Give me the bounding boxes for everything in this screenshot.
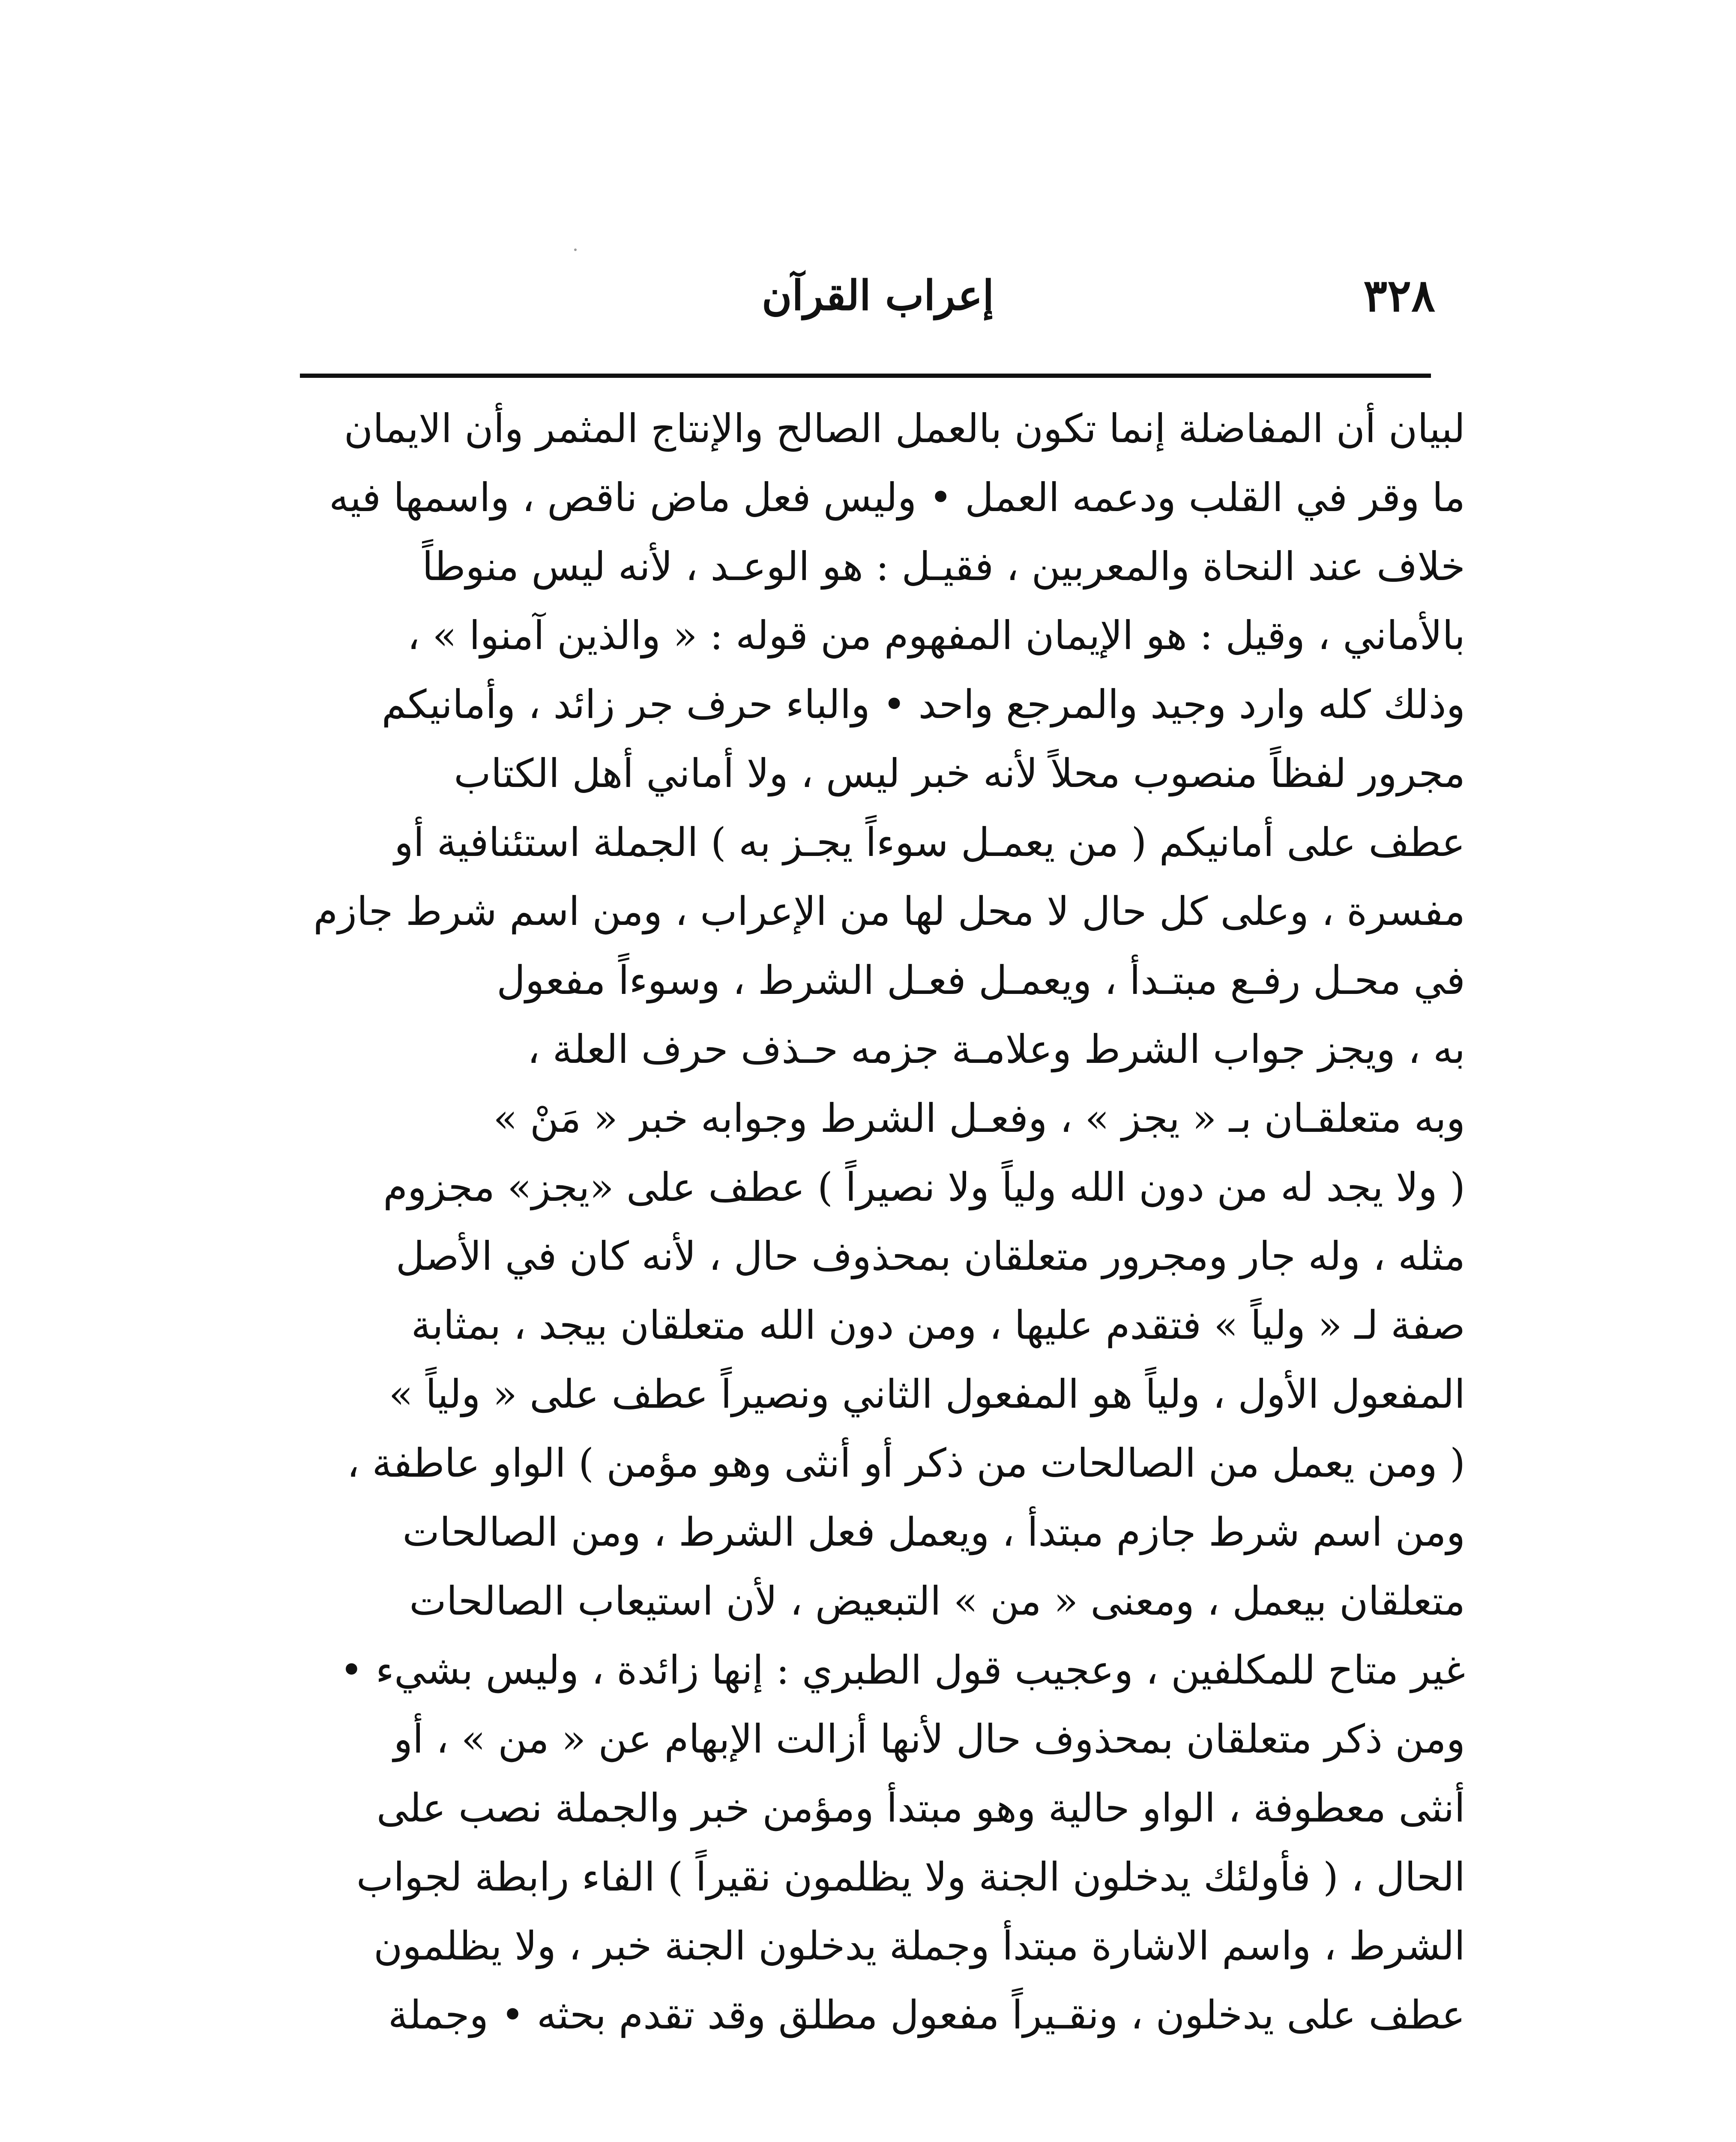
text-line: غير متاح للمكلفين ، وعجيب قول الطبري : إنها زائدة ، وليس بشيء • — [340, 1647, 1465, 1693]
text-line: عطف على أمانيكم ( من يعمـل سوءاً يجـز به ) الجملة استئنافية أو — [394, 820, 1465, 865]
text-line: ما وقر في القلب ودعمه العمل • وليس فعل ماض ناقص ، واسمها فيه — [329, 475, 1465, 521]
text-line: مجرور لفظاً منصوب محلاً لأنه خبر ليس ، ولا أماني أهل الكتاب — [454, 751, 1465, 796]
text-line: ومن اسم شرط جازم مبتدأ ، ويعمل فعل الشرط ، ومن الصالحات — [402, 1509, 1465, 1555]
text-line: في محـل رفـع مبتـدأ ، ويعمـل فعـل الشرط ، وسوءاً مفعول — [497, 957, 1465, 1003]
text-line: ومن ذكر متعلقان بمحذوف حال لأنها أزالت الإبهام عن « من » ، أو — [393, 1716, 1465, 1762]
text-line: المفعول الأول ، ولياً هو المفعول الثاني ونصيراً عطف على « ولياً » — [389, 1371, 1465, 1417]
text-line: وبه متعلقـان بـ « يجز » ، وفعـل الشرط وجوابه خبر « مَنْ » — [493, 1095, 1465, 1141]
text-line: به ، ويجز جواب الشرط وعلامـة جزمه حـذف حرف العلة ، — [527, 1026, 1465, 1072]
text-line: عطف على يدخلون ، ونقـيراً مفعول مطلق وقد تقدم بحثه • وجملة — [388, 1992, 1465, 2038]
text-line: لبيان أن المفاضلة إنما تكون بالعمل الصالح والإنتاج المثمر وأن الايمان — [344, 406, 1465, 452]
text-line: صفة لـ « ولياً » فتقدم عليها ، ومن دون الله متعلقان بيجد ، بمثابة — [411, 1302, 1465, 1348]
text-line: متعلقان بيعمل ، ومعنى « من » التبعيض ، لأن استيعاب الصالحات — [409, 1578, 1465, 1624]
body-text — [291, 394, 1465, 2049]
text-line: مفسرة ، وعلى كل حال لا محل لها من الإعراب ، ومن اسم شرط جازم — [313, 889, 1465, 934]
scan-speck — [574, 248, 577, 251]
text-line: بالأماني ، وقيل : هو الإيمان المفهوم من قوله : « والذين آمنوا » ، — [407, 613, 1465, 658]
text-line: ( ولا يجد له من دون الله ولياً ولا نصيراً ) عطف على «يجز» مجزوم — [383, 1164, 1465, 1210]
running-title: إعراب القرآن — [761, 271, 994, 320]
text-line: خلاف عند النحاة والمعربين ، فقيـل : هو الوعـد ، لأنه ليس منوطاً — [422, 544, 1465, 589]
text-line: ( ومن يعمل من الصالحات من ذكر أو أنثى وهو مؤمن ) الواو عاطفة ، — [347, 1440, 1465, 1486]
header-divider — [300, 374, 1431, 378]
text-line: وذلك كله وارد وجيد والمرجع واحد • والباء حرف جر زائد ، وأمانيكم — [381, 682, 1465, 727]
text-line: الحال ، ( فأولئك يدخلون الجنة ولا يظلمون نقيراً ) الفاء رابطة لجواب — [356, 1854, 1465, 1900]
text-line: أنثى معطوفة ، الواو حالية وهو مبتدأ ومؤمن خبر والجملة نصب على — [376, 1785, 1465, 1831]
page-number: ٣٢٨ — [1363, 269, 1435, 322]
text-line: مثله ، وله جار ومجرور متعلقان بمحذوف حال ، لأنه كان في الأصل — [395, 1233, 1465, 1279]
text-line: الشرط ، واسم الاشارة مبتدأ وجملة يدخلون الجنة خبر ، ولا يظلمون — [373, 1923, 1465, 1969]
page-header — [296, 253, 1435, 347]
